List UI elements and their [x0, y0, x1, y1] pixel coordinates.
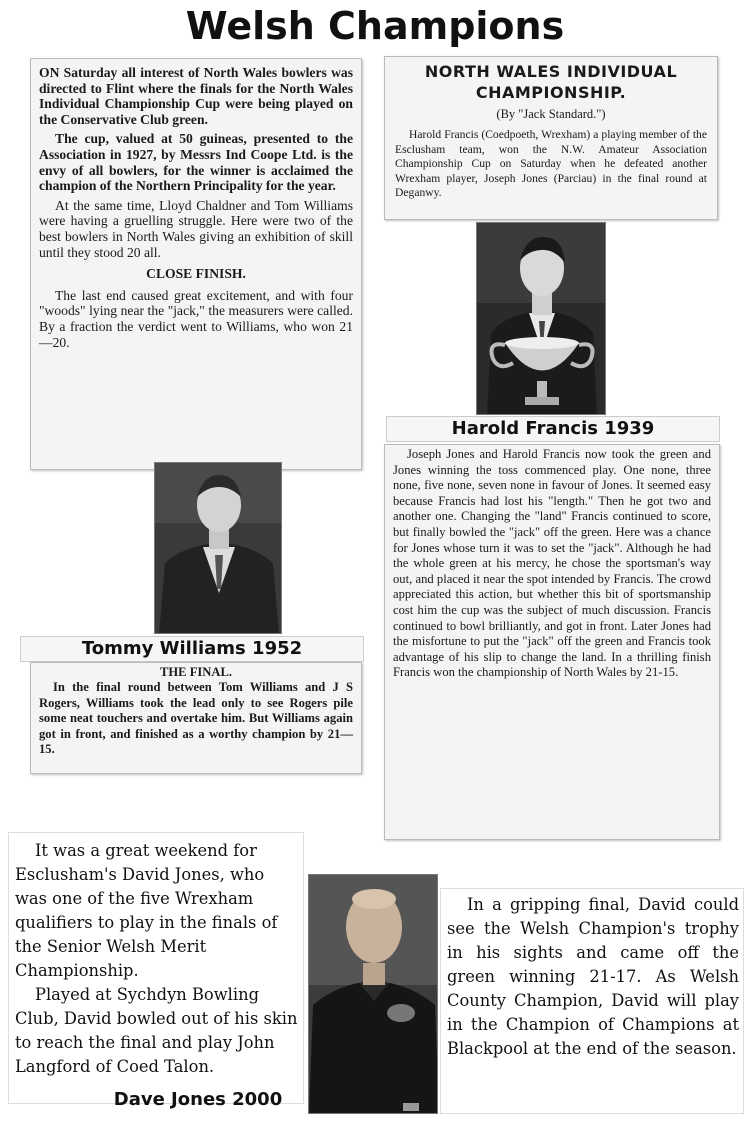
caption-harold-francis: Harold Francis 1939 [386, 416, 720, 442]
story-paragraph: Played at Sychdyn Bowling Club, David bowled out of his skin to reach the final and play John Langford of Coed Talon. [15, 985, 298, 1076]
page-title: Welsh Champions [185, 4, 565, 48]
clipping-subheading: THE FINAL. [159, 665, 233, 679]
clipping-the-final [30, 662, 362, 774]
clipping-paragraph: ON Saturday all interest of North Wales bowlers was directed to Flint where the finals for the North Wales Individual Championship Cup were being played on the Conservative Club green. [39, 65, 353, 127]
clipping-north-wales-championship [384, 56, 718, 220]
caption-tommy-williams: Tommy Williams 1952 [20, 636, 364, 662]
harold-francis-photo [476, 222, 606, 415]
story-paragraph: In a gripping final, David could see the Welsh Champion's trophy in his sights and came off the green winning 21-17. As Welsh County Champion, David will play in the Champion of Champions at Blackpool at the end of the season. [447, 895, 739, 1058]
clipping-headline: NORTH WALES INDIVIDUAL CHAMPIONSHIP. [424, 62, 678, 102]
clipping-subheading: CLOSE FINISH. [146, 266, 246, 282]
clipping-paragraph: At the same time, Lloyd Chaldner and Tom Williams were having a gruelling struggle. Here were two of the best bowlers in North Wales giving an exhibition of skill until they stood 20 all. [39, 197, 353, 260]
portrait-image [309, 875, 438, 1114]
portrait-with-trophy-image [477, 223, 606, 415]
dave-jones-story-left [8, 832, 304, 1104]
portrait-image [155, 463, 282, 634]
caption-dave-jones: Dave Jones 2000 [113, 1089, 283, 1110]
dave-jones-photo [308, 874, 438, 1114]
tommy-williams-photo [154, 462, 282, 634]
clipping-body: Harold Francis (Coedpoeth, Wrexham) a playing member of the Esclusham team, won the N.W. Amateur Association Championship Cup on Saturday when he defeated another Wrexham player, Joseph Jones (Parciau) in the final round at Deganwy. [395, 128, 707, 199]
clipping-body: Joseph Jones and Harold Francis now took the green and Jones winning the toss commenced play. One none, three none, five none, seven none in favour of Jones. It seemed easy because Francis had lost his "length." Then he got two and another one. Changing the "land" Francis continued to score, but finally bowled the "jack" off the green. Here was a chance for Jones whose turn it was to set the "jack". Although he had the whole green at his mercy, he chose the sportsman's way out, and placed it near the spot intended by Francis. The crowd appreciated this action, but whether this bit of sportsmanship cost him the cup was the subject of much discussion. Francis continued to bowl brilliantly, and got in front. Later Jones had the misfortune to put the "jack" off the green and Francis took advantage of his slip to change the land. In a thrilling finish Francis won the championship of North Wales by 21-15. [393, 447, 711, 680]
clipping-harold-francis-story [384, 444, 720, 840]
dave-jones-story-right [440, 888, 744, 1114]
clipping-paragraph: The cup, valued at 50 guineas, presented to the Association in 1927, by Messrs Ind Coope Ltd. is the envy of all bowlers, for the winner is acclaimed the champion of the Northern Principality for the year. [39, 131, 353, 194]
clipping-body: In the final round between Tom Williams and J S Rogers, Williams took the lead only to see Rogers pile some neat touchers and overtake him. But Williams again got in front, and finished as a worthy champion by 21—15. [39, 680, 353, 757]
clipping-paragraph: The last end caused great excitement, and with four "woods" lying near the "jack," the measurers were called. By a fraction the verdict went to Williams, who won 21—20. [39, 287, 353, 350]
clipping-flint-finals [30, 58, 362, 470]
story-paragraph: It was a great weekend for Esclusham's David Jones, who was one of the five Wrexham qualifiers to play in the finals of the Senior Welsh Merit Championship. [15, 841, 278, 980]
clipping-byline: (By "Jack Standard.") [496, 107, 606, 121]
